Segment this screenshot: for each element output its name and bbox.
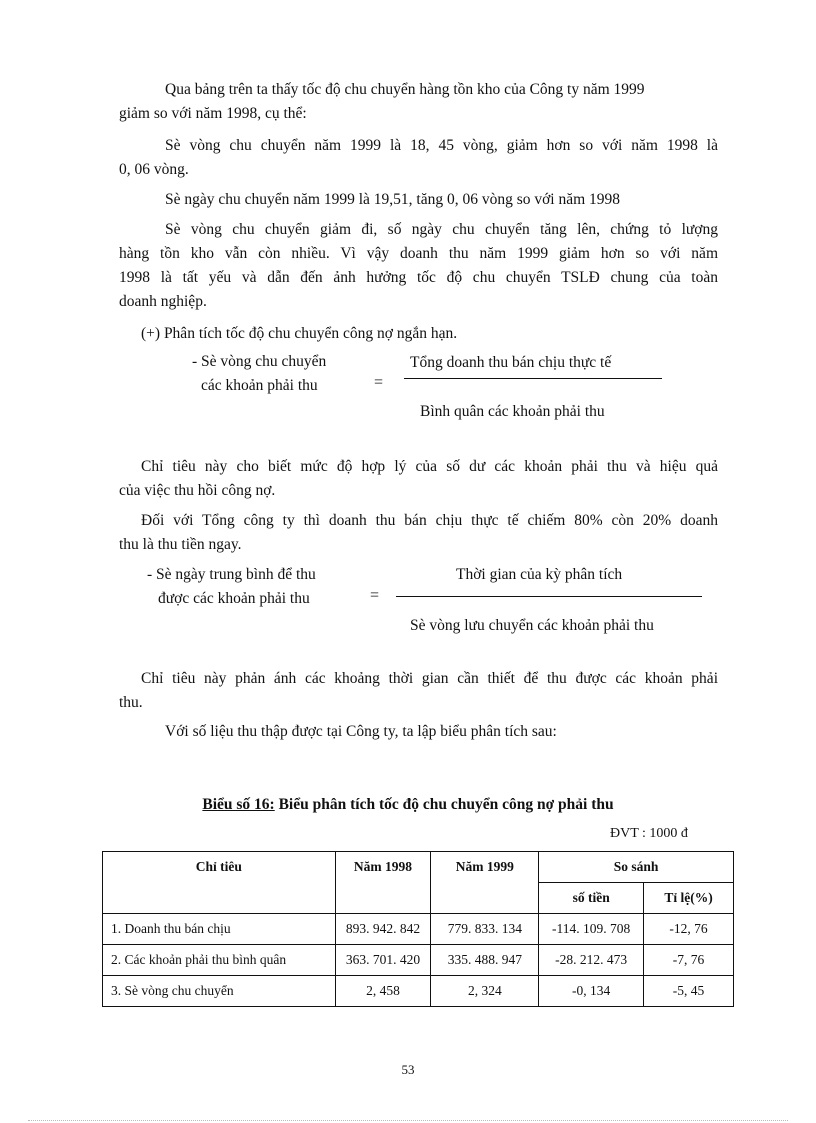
paragraph-line: thu là thu tiền ngay. <box>119 536 242 553</box>
table-row <box>103 976 734 1007</box>
paragraph-line: giảm so với năm 1998, cụ thể: <box>119 105 307 122</box>
header-1998: Năm 1998 <box>335 852 431 914</box>
formula-left-line: - Sè ngày trung bình để thu <box>147 566 316 583</box>
formula-denominator: Sè vòng lưu chuyển các khoản phải thu <box>410 617 654 634</box>
caption-label: Biểu số 16: <box>202 796 275 813</box>
cell-indicator: 1. Doanh thu bán chịu <box>103 914 336 945</box>
cell-ratio: -5, 45 <box>644 976 734 1007</box>
paragraph-line: Sè ngày chu chuyển năm 1999 là 19,51, tăng 0, 06 vòng so với năm 1998 <box>165 191 621 208</box>
paragraph-line: 1998 là tất yếu và dẫn đến ảnh hưởng tốc độ chu chuyển TSLĐ chung của toàn <box>119 269 718 286</box>
cell-1998: 2, 458 <box>335 976 431 1007</box>
paragraph-line: Với số liệu thu thập được tại Công ty, ta lập biểu phân tích sau: <box>165 723 557 740</box>
cell-1999: 335. 488. 947 <box>431 945 539 976</box>
table-caption <box>0 796 816 814</box>
table-row <box>103 914 734 945</box>
formula-denominator: Bình quân các khoản phải thu <box>420 403 605 420</box>
formula-left-line: các khoản phải thu <box>201 377 318 394</box>
page-number: 53 <box>401 1062 415 1077</box>
cell-indicator: 2. Các khoản phải thu bình quân <box>103 945 336 976</box>
table-row <box>103 945 734 976</box>
paragraph-line: Sè vòng chu chuyển năm 1999 là 18, 45 vòng, giảm hơn so với năm 1998 là <box>165 137 718 154</box>
header-indicator: Chỉ tiêu <box>103 852 336 914</box>
paragraph-line: Qua bảng trên ta thấy tốc độ chu chuyển hàng tồn kho của Công ty năm 1999 <box>165 81 645 98</box>
paragraph-line: doanh nghiệp. <box>119 293 207 310</box>
cell-ratio: -7, 76 <box>644 945 734 976</box>
paragraph-line: hàng tồn kho vẫn còn nhiều. Vì vậy doanh thu năm 1999 giảm hơn so với năm <box>119 245 718 262</box>
header-ratio: Tỉ lệ(%) <box>644 883 734 914</box>
fraction-bar <box>404 378 662 379</box>
cell-amount: -114. 109. 708 <box>539 914 644 945</box>
formula-left-line: - Sè vòng chu chuyển <box>192 353 327 370</box>
paragraph-line: Sè vòng chu chuyển giảm đi, số ngày chu chuyển tăng lên, chứng tỏ lượng <box>165 221 718 238</box>
cell-amount: -0, 134 <box>539 976 644 1007</box>
equals-sign: = <box>374 374 384 391</box>
cell-1998: 893. 942. 842 <box>335 914 431 945</box>
formula-numerator: Thời gian của kỳ phân tích <box>456 566 623 583</box>
cell-amount: -28. 212. 473 <box>539 945 644 976</box>
paragraph-line: Chỉ tiêu này phản ánh các khoảng thời gian cần thiết để thu được các khoản phải <box>141 670 718 687</box>
cell-1999: 779. 833. 134 <box>431 914 539 945</box>
cell-ratio: -12, 76 <box>644 914 734 945</box>
receivables-table <box>102 851 734 1007</box>
paragraph-line: của việc thu hồi công nợ. <box>119 482 276 499</box>
table-header-row <box>103 852 734 883</box>
equals-sign: = <box>370 587 380 604</box>
header-compare: So sánh <box>539 852 734 883</box>
cell-indicator: 3. Sè vòng chu chuyển <box>103 976 336 1007</box>
paragraph-line: thu. <box>119 694 143 711</box>
section-heading: (+) Phân tích tốc độ chu chuyển công nợ ngắn hạn. <box>141 325 458 342</box>
unit-label: ĐVT : 1000 đ <box>610 826 688 841</box>
paragraph-line: 0, 06 vòng. <box>119 161 189 178</box>
fraction-bar <box>396 596 702 597</box>
footer-divider <box>28 1120 788 1121</box>
cell-1999: 2, 324 <box>431 976 539 1007</box>
paragraph-line: Chỉ tiêu này cho biết mức độ hợp lý của số dư các khoản phải thu và hiệu quả <box>141 458 718 475</box>
formula-numerator: Tổng doanh thu bán chịu thực tế <box>410 354 612 371</box>
header-amount: số tiền <box>539 883 644 914</box>
caption-text: Biểu phân tích tốc độ chu chuyển công nợ phải thu <box>274 796 614 813</box>
paragraph-line: Đối với Tổng công ty thì doanh thu bán chịu thực tế chiếm 80% còn 20% doanh <box>141 512 718 529</box>
cell-1998: 363. 701. 420 <box>335 945 431 976</box>
header-1999: Năm 1999 <box>431 852 539 914</box>
formula-left-line: được các khoản phải thu <box>158 590 310 607</box>
